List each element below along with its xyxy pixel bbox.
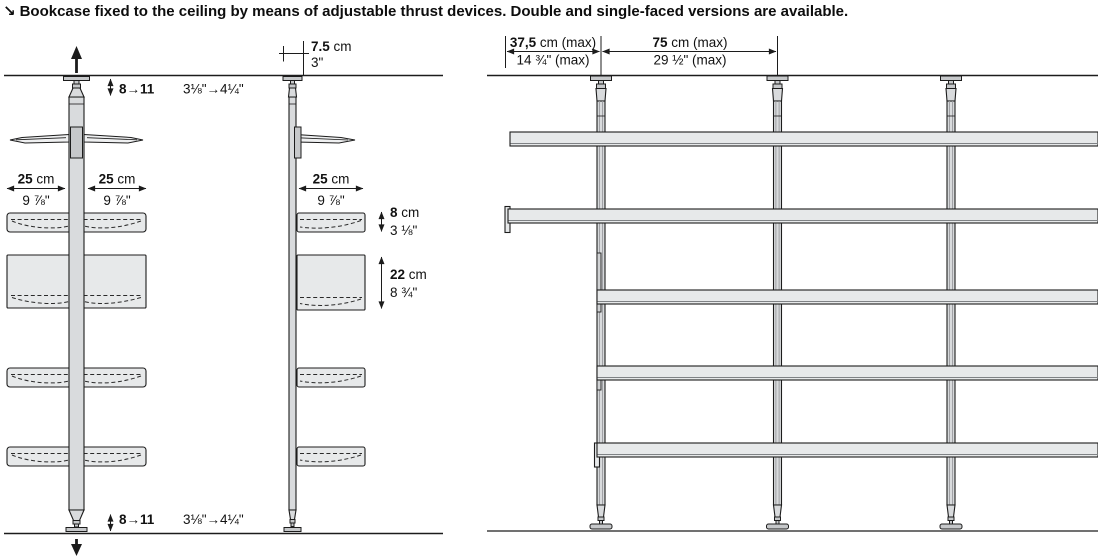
upright-pole bbox=[289, 97, 296, 510]
right-depth-metric: 25 cm bbox=[98, 171, 136, 187]
depth-dimension bbox=[299, 172, 363, 209]
down-arrow-icon bbox=[71, 539, 82, 556]
thin-shelf-imperial: 3 ⅛" bbox=[390, 223, 418, 238]
shelf-tall bbox=[297, 255, 365, 310]
bracket-mount bbox=[71, 127, 83, 158]
thin-shelf-dimension bbox=[382, 205, 420, 238]
shelf-row bbox=[597, 290, 1098, 304]
tall-shelf-imperial: 8 ¾" bbox=[390, 285, 418, 300]
single-faced-diagram bbox=[279, 39, 427, 532]
shelf-row bbox=[595, 443, 1098, 467]
right-depth-dimension bbox=[88, 172, 146, 209]
title-arrow-icon: ↘ bbox=[3, 3, 16, 20]
right-depth-imperial: 9 ⅞" bbox=[103, 193, 131, 208]
ceiling-gap-imperial: 3⅛"→4¼" bbox=[183, 81, 244, 97]
left-depth-metric: 25 cm bbox=[17, 171, 55, 187]
left-depth-dimension bbox=[7, 172, 65, 209]
thrust-device-top bbox=[64, 77, 90, 98]
floor-gap-imperial: 3⅛"→4¼" bbox=[183, 512, 244, 527]
shelf-row bbox=[597, 366, 1098, 380]
bracket-arm-left bbox=[10, 135, 69, 144]
shelf-row bbox=[505, 207, 1098, 233]
floor-gap-metric: 8→11 bbox=[119, 512, 155, 527]
depth-metric: 25 cm bbox=[312, 171, 350, 187]
shelf-thin bbox=[297, 447, 365, 466]
upright-pole bbox=[69, 97, 84, 510]
bracket-arm-right bbox=[84, 135, 143, 144]
ceiling-gap-dimension bbox=[111, 79, 244, 97]
span-dimensions bbox=[506, 35, 778, 75]
overhang-metric: 37,5 cm (max) bbox=[509, 35, 597, 50]
depth-imperial: 9 ⅞" bbox=[317, 193, 345, 208]
ceiling-gap-metric: 8→11 bbox=[119, 81, 155, 97]
page-title-text: Bookcase fixed to the ceiling by means of adjustable thrust devices. Double and single-faced versions are available. bbox=[19, 3, 849, 20]
shelf-row bbox=[510, 132, 1098, 146]
left-depth-imperial: 9 ⅞" bbox=[22, 193, 50, 208]
ceiling-offset-dimension bbox=[279, 39, 352, 75]
thrust-device-top bbox=[283, 77, 302, 98]
ceiling-offset-metric: 7.5 cm bbox=[311, 39, 352, 54]
floor-gap-dimension bbox=[111, 512, 244, 531]
overhang-imperial: 14 ¾" (max) bbox=[516, 52, 590, 68]
ceiling-offset-imperial: 3" bbox=[311, 55, 324, 70]
front-view-diagram bbox=[487, 35, 1098, 531]
tall-shelf-dimension bbox=[382, 257, 427, 309]
up-arrow-icon bbox=[71, 46, 82, 73]
double-faced-diagram bbox=[4, 46, 443, 556]
shelf-thin bbox=[297, 368, 365, 387]
bracket-mount bbox=[295, 127, 302, 158]
thrust-device-bottom bbox=[284, 510, 301, 532]
thrust-device-bottom bbox=[66, 510, 87, 532]
shelf-thin bbox=[297, 213, 365, 232]
bay-imperial: 29 ½" (max) bbox=[653, 52, 727, 68]
thin-shelf-metric: 8 cm bbox=[390, 205, 420, 220]
tall-shelf-metric: 22 cm bbox=[390, 267, 427, 282]
bay-metric: 75 cm (max) bbox=[652, 35, 728, 50]
bracket-arm-right bbox=[296, 135, 355, 144]
